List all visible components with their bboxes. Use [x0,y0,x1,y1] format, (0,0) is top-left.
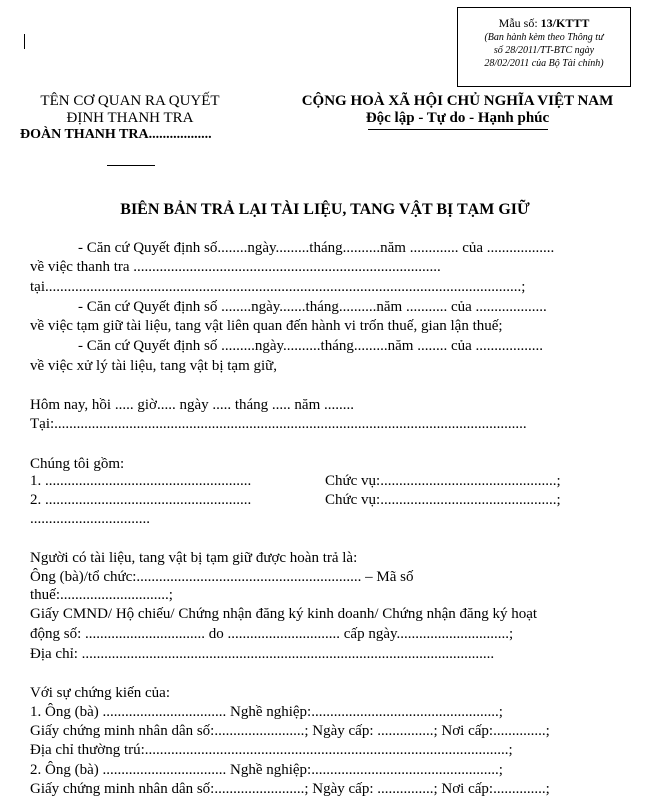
form-code: Mẫu số: 13/KTTT [498,16,590,30]
recipient-address: Địa chỉ: .............................................................................................................. [30,646,495,662]
place-line: Tại:.............................................................................................................................. [30,416,527,432]
form-code-note: (Ban hành kèm theo Thông tư số 28/2011/TT-BTC ngày 28/02/2011 của Bộ Tài chính) [484,32,604,69]
witness-2-name: 2. Ông (bà) ................................. Nghề nghiệp:..................................................; [30,762,503,778]
document-title: BIÊN BẢN TRẢ LẠI TÀI LIỆU, TANG VẬT BỊ TẠM GIỮ [120,201,530,218]
recipient-tax-code: thuế:.............................; [30,587,173,603]
agency-name-line1: TÊN CƠ QUAN RA QUYẾT [40,93,220,109]
witness-heading: Với sự chứng kiến của: [30,685,170,701]
agency-name-line2: ĐỊNH THANH TRA [66,110,194,126]
recipient-id-doc: Giấy CMND/ Hộ chiếu/ Chứng nhận đăng ký kinh doanh/ Chứng nhận đăng ký hoạt [30,606,538,622]
witness-2-id: Giấy chứng minh nhân dân số:........................; Ngày cấp: ...............; Nơi cấp:..............; [30,781,550,797]
national-title: CỘNG HOÀ XÃ HỘI CHỦ NGHĨA VIỆT NAM [301,93,614,109]
national-motto: Độc lập - Tự do - Hạnh phúc [365,110,550,126]
member-2-position: Chức vụ:...............................................; [325,492,561,508]
inspection-team-name: ĐOÀN THANH TRA.................. [20,127,212,142]
member-more: ................................ [30,511,150,527]
member-2: 2. ....................................................... [30,492,252,508]
basis-line-7: về việc xử lý tài liệu, tang vật bị tạm giữ, [30,358,278,374]
member-1: 1. ....................................................... [30,473,252,489]
basis-line-1: - Căn cứ Quyết định số........ngày.........tháng..........năm ............. của .................. [78,240,555,256]
members-heading: Chúng tôi gồm: [30,456,125,472]
basis-line-4: - Căn cứ Quyết định số ........ngày.......tháng..........năm ........... của ................... [78,299,547,315]
form-code-box [457,7,631,87]
witness-1-name: 1. Ông (bà) ................................. Nghề nghiệp:..................................................; [30,704,503,720]
witness-1-address: Địa chỉ thường trú:.................................................................................................; [30,742,513,758]
basis-line-6: - Căn cứ Quyết định số .........ngày..........tháng.........năm ........ của .................. [78,338,544,354]
basis-line-2: về việc thanh tra .................................................................................. [30,259,441,275]
witness-1-id: Giấy chứng minh nhân dân số:........................; Ngày cấp: ...............; Nơi cấp:..............; [30,723,550,739]
recipient-id-number: động số: ................................ do .............................. cấp ngày..............................; [30,626,514,642]
time-line: Hôm nay, hồi ..... giờ..... ngày ..... tháng ..... năm ........ [30,397,355,413]
basis-line-3: tại...............................................................................................................................; [30,279,526,295]
text-cursor [24,34,25,49]
member-1-position: Chức vụ:...............................................; [325,473,561,489]
recipient-heading: Người có tài liệu, tang vật bị tạm giữ được hoàn trả là: [30,550,358,566]
recipient-name: Ông (bà)/tổ chức:............................................................ – Mã số [30,569,414,585]
basis-line-5: về việc tạm giữ tài liệu, tang vật liên quan đến hành vi trốn thuế, gian lận thuế; [30,318,503,334]
header-left-underline [107,165,155,166]
motto-underline [368,129,548,130]
